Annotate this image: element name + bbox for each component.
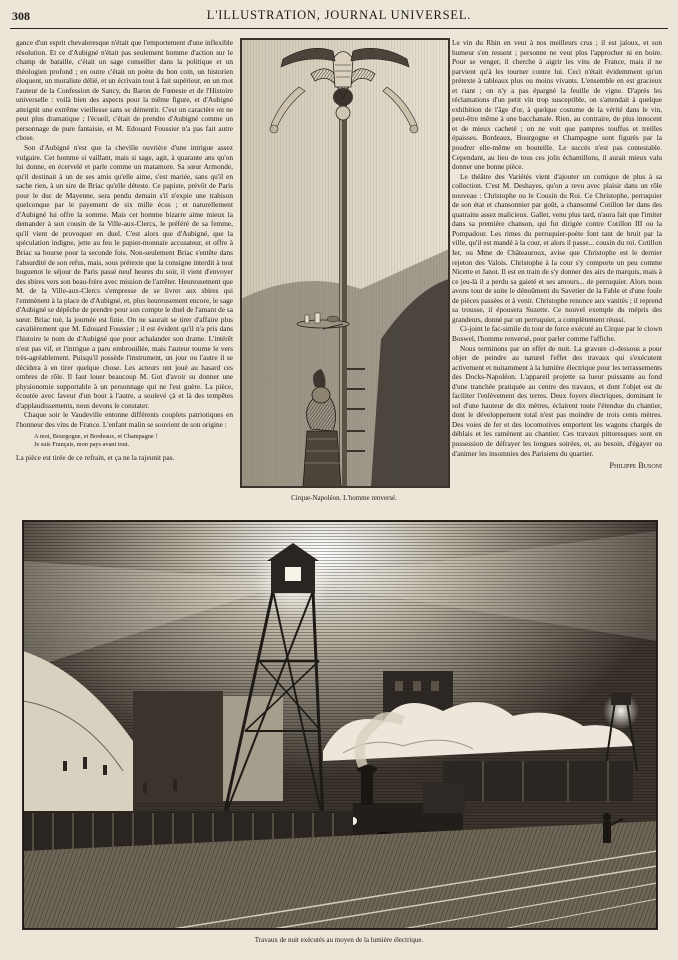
verse-line: A moi, Bourgogne, et Bordeaux, et Champagne ! [34, 433, 158, 441]
article-paragraph: Son d'Aubigné n'est que la cheville ouvrière d'une intrigue assez vulgaire. Cet homme si vaillant, mais si sage, agit, à quarante ans qu'on lui donne, en écervelé et parle comme un matamore. Sa sœur Armonde, qu'il destinait à un de ses amis qu'elle aime, s'est mariée, sans qu'il en sache rien, à un sire de Briac qu'elle déteste. Ce papiste, prévôt de Paris pour le duc de Mayenne, sera pendu demain s'il n'expie une trahison quelconque par le payement de six mille écus ; et naturellement d'Aubigné lui offre la somme. Mais cet homme bizarre aime mieux la demander à son cousin de la Ville-aux-Clercs, le préféré de sa femme, qu'il vient de provoquer en duel. C'est alors que d'Aubigné, que la spéculation indigne, jette au feu le papier-monnaie accusateur, et offre à Briac sa bourse pour la seconde fois. Non-seulement Briac s'entête dans l'absurdité de son refus, mais, sous prétexte que la consigne interdit à tout huguenot le séjour de Paris passé neuf heures du soir, il vient d'envoyer des sbires vers son beau-frère avec mission de l'arrêter. Heureusement que M. de la Ville-aux-Clercs s'empresse de se livrer aux sbires qui l'emmènent à la place de d'Aubigné, et, plus heureusement encore, le sage d'Aubigné se dépêche de prendre pour son compte le duel de l'amant de sa sœur. Briac tué, la journée est finie. On ne saurait se tirer d'affaire plus cavalièrement que M. Edouard Foussier ; il est évident qu'il n'a pris dans l'histoire le nom de d'Aubigné que pour achalander son drame. L'intérêt n'est pas vif, et l'intrigue a paru embrouillée, mais l'auteur tourne le vers très-agréablement. Puisqu'il possède l'instrument, un jour ou l'autre il se décidera à en tirer quelque chose. Les acteurs ont joué au hasard ces ombres de rôle. Il faut louer beaucoup M. Got d'avoir su donner une physionomie supportable à un personnage qui ne l'est guère. La pièce, écoutée avec faveur d'un bout à l'autre, a soulevé çà et là des tempêtes d'applaudissements, nous devons le constater. [16, 143, 233, 410]
article-paragraph: Chaque soir le Vaudeville entonne différents couplets patriotiques en l'honneur des vins de France. L'enfant malin se souvient de son origine : [16, 410, 233, 429]
night-works-caption: Travaux de nuit exécutés au moyen de la lumière électrique. [254, 936, 424, 944]
acrobat-engraving [240, 38, 450, 488]
page-number: 308 [12, 9, 30, 23]
article-paragraph: Le vin du Rhin en veut à nos meilleurs crus ; il est jaloux, et son humeur s'en ressent ; personne ne veut plus l'approcher ni en boire. Pour se venger, il cherche à aigrir les vins de France, mais il ne parvient qu'à les tourner contre lui. Ceci n'était évidemment qu'un prétexte à tableaux plus ou moins vivants. L'ensemble en est gracieux et riant ; on n'y a pas épargné la feuille de vigne. D'après les réclamations d'un petit vin trop susceptible, on s'attendait à quelque exhibition de l'âge d'or, à quelque costume de la vérité dans le vin, peut-être même à une bacchanale. Rien, au contraire, de plus innocent et de mieux cacheté ; on ne voit que pampres touffus et treilles épaisses. Bordeaux, Bourgogne et Champagne sont figurés par la poudrer elle-même en bouteille. Le succès n'est pas contestable. Cependant, au lieu de tous ces jolis échantillons, il aurait mieux valu donner une bonne pièce. [452, 38, 662, 172]
article-paragraph: gance d'un esprit chevaleresque n'était que l'emportement d'une inflexible résolution. Et ce d'Aubigné n'était pas seulement homme d'action sur le champ de bataille, c'était un sage conseiller dans la politique et un théologien profond ; en outre c'était un poète du bon coin, un historien éloquent, un moraliste délié, et un écrivain tout à fait supérieur, en un mot l'auteur de la Confession de Sancy, du Baron de Fœneste et de l'Histoire universelle : voilà bien des aspects pour la même figure, et d'Aubigné atteignit une extrême vieillesse sans se démentir. C'est un caractère on ne peut plus dramatique ; l'écueil, c'était de prendre d'Aubigné comme un personnage de pure fantaisie, et M. Edouard Foussier n'a pas fait autre chose. [16, 38, 233, 143]
night-works-illustration [23, 521, 657, 929]
article-closing-line: La pièce est tirée de ce refrain, et ça ne la rajeunit pas. [16, 453, 175, 463]
left-column [16, 38, 233, 496]
page-header [10, 6, 668, 29]
article-paragraph: Le théâtre des Variétés vient d'ajouter un comique de plus à sa collection. C'est M. Deshayes, qu'on a revu avec plaisir dans un rôle nouveau : Christophe ou le Cousin du Roi. Ce Christophe, perruquier de son état et chansonnier par goût, a chansonné Cotillon Ier dans des quatrains assez malicieux. Gallet, venu plus tard, n'aura fait que l'imiter dans sa première chanson, qui fut dirigée contre Cotillon III ou la Pompadour. Les rimes du perruquier-poète font tant de bruit par la ville, qu'il est mandé à la cour, et alors il passe... cousin du roi. Cotillon Ier, ou Mme de Châteauroux, avise que Christophe est le dernier rejeton des Valois. Christophe à la cour s'y comporte un peu comme Nicette et Janot. Il est en train de s'y donner des airs de marquis, mais à ce jeu-là il a perdu sa gaieté et ses amours... de perruquier. Alors nous avons tout de suite le dénoûment du Savetier de la Fable et d'une foule de pièces passées et à venir. Christophe renonce aux vanités ; il reprend sa trousse, il épousera Suzette. Ce nouvel exemple du mépris des grandeurs, donné par un perruquier, a complètement réussi. [452, 171, 662, 324]
author-signature: Philippe Busoni [609, 461, 662, 471]
journal-title: L'ILLUSTRATION, JOURNAL UNIVERSEL. [206, 8, 472, 22]
article-paragraph: Ci-joint le fac-simile du tour de force exécuté au Cirque par le clown Boswel, l'homme renversé, pour parler comme l'affiche. [452, 324, 662, 343]
acrobat-caption: Cirque-Napoléon. L'homme renversé. [291, 494, 397, 502]
verse-line: Je suis Français, mon pays avant tout. [34, 441, 130, 449]
article-paragraph: Nous terminons par un effet de nuit. La gravure ci-dessous a pour objet de peindre au naturel l'effet des travaux qui s'exécutent activement et nuitamment à la lumière électrique pour les terrassements des Docks-Napoléon. L'appareil projette sa lueur puissante au fond d'une tranchée pratiquée au centre des travaux, et dont l'objet est de faciliter l'enlèvement des terres. Deux foyers électriques, dominant le sol d'une hauteur de dix mètres, éclairent toute l'étendue du chantier, dont le développement total n'est pas moindre de trois cents mètres. Des voies de fer et des locomotives emportent les wagons chargés de déblais et les ramènent au chantier. Ces travaux pittoresques sont en possession de défrayer les longues soirées, et, au besoin, d'égayer ou d'animer les insomnies des Parisiens du quartier. [452, 343, 662, 458]
night-works-engraving [22, 520, 658, 930]
acrobat-illustration [241, 39, 449, 487]
right-column [452, 38, 662, 504]
